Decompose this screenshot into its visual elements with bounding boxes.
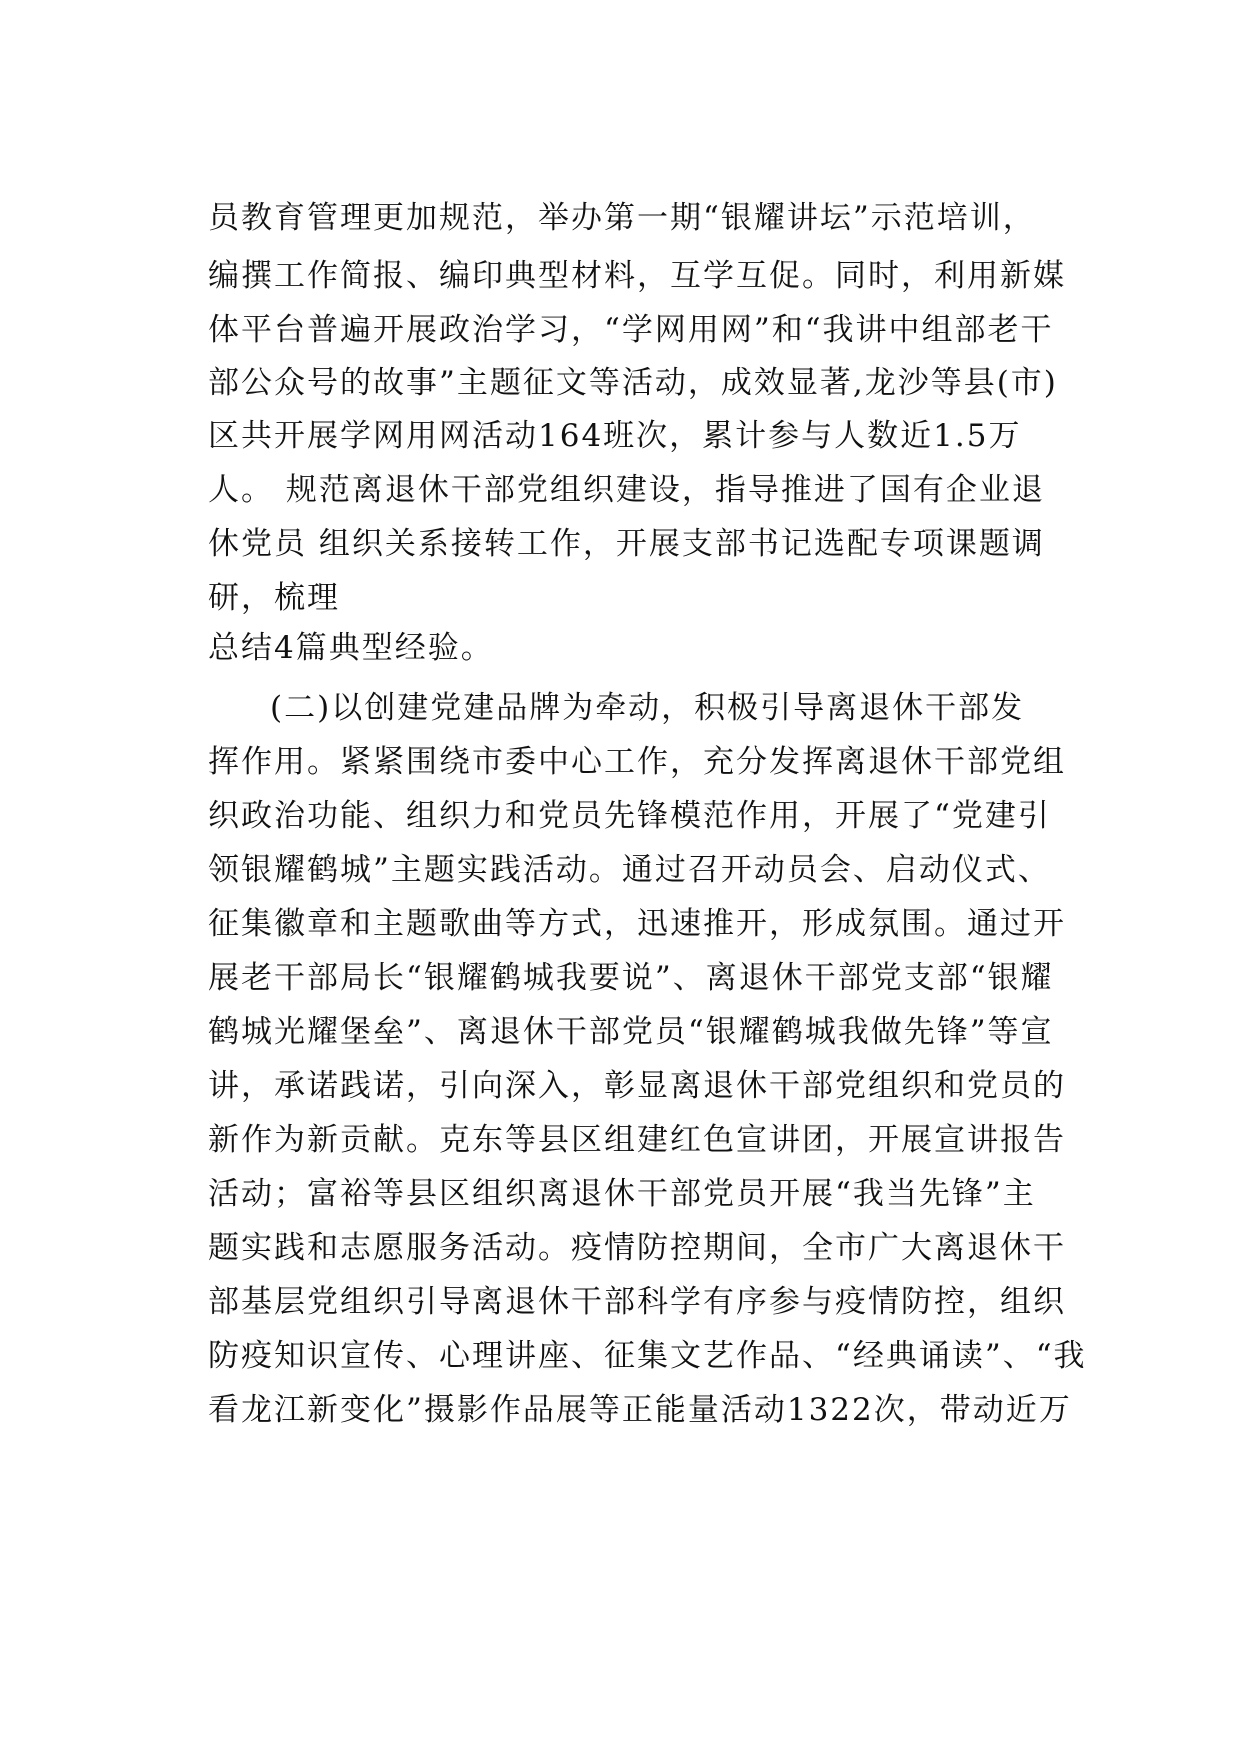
- text-line-9: 总结4篇典型经验。: [208, 630, 494, 666]
- text-line-12: 织政治功能、组织力和党员先锋模范作用，开展了“党建引: [208, 798, 1051, 834]
- text-line-2: 编撰工作简报、编印典型材料，互学互促。同时，利用新媒: [208, 258, 1066, 294]
- text-line-21: 部基层党组织引导离退休干部科学有序参与疫情防控，组织: [208, 1284, 1066, 1320]
- text-line-7: 休党员 组织关系接转工作，开展支部书记选配专项课题调: [208, 526, 1045, 562]
- text-line-20: 题实践和志愿服务活动。疫情防控期间，全市广大离退休干: [208, 1230, 1066, 1266]
- text-line-1: 员教育管理更加规范，举办第一期“银耀讲坛”示范培训，: [208, 200, 1036, 236]
- text-line-11: 挥作用。紧紧围绕市委中心工作，充分发挥离退休干部党组: [208, 744, 1066, 780]
- text-line-4: 部公众号的故事”主题征文等活动，成效显著,龙沙等县(市): [208, 365, 1058, 401]
- text-line-19: 活动；富裕等县区组织离退休干部党员开展“我当先锋”主: [208, 1176, 1036, 1212]
- text-line-17: 讲，承诺践诺，引向深入，彰显离退休干部党组织和党员的: [208, 1068, 1066, 1104]
- text-line-23: 看龙江新变化”摄影作品展等正能量活动1322次，带动近万: [208, 1392, 1072, 1428]
- text-line-8: 研，梳理: [208, 580, 340, 616]
- text-line-6: 人。 规范离退休干部党组织建设，指导推进了国有企业退: [208, 472, 1045, 508]
- text-line-5: 区共开展学网用网活动164班次，累计参与人数近1.5万: [208, 418, 1022, 454]
- text-line-15: 展老干部局长“银耀鹤城我要说”、离退休干部党支部“银耀: [208, 960, 1054, 996]
- section-heading: (二)以创建党建品牌为牵动，积极引导离退休干部发: [270, 690, 1025, 726]
- text-line-3: 体平台普遍开展政治学习，“学网用网”和“我讲中组部老干: [208, 312, 1054, 348]
- text-line-14: 征集徽章和主题歌曲等方式，迅速推开，形成氛围。通过开: [208, 906, 1066, 942]
- text-line-22: 防疫知识宣传、心理讲座、征集文艺作品、“经典诵读”、“我: [208, 1338, 1087, 1374]
- text-line-16: 鹤城光耀堡垒”、离退休干部党员“银耀鹤城我做先锋”等宣: [208, 1014, 1054, 1050]
- text-line-13: 领银耀鹤城”主题实践活动。通过召开动员会、启动仪式、: [208, 852, 1051, 888]
- text-line-18: 新作为新贡献。克东等县区组建红色宣讲团，开展宣讲报告: [208, 1122, 1066, 1158]
